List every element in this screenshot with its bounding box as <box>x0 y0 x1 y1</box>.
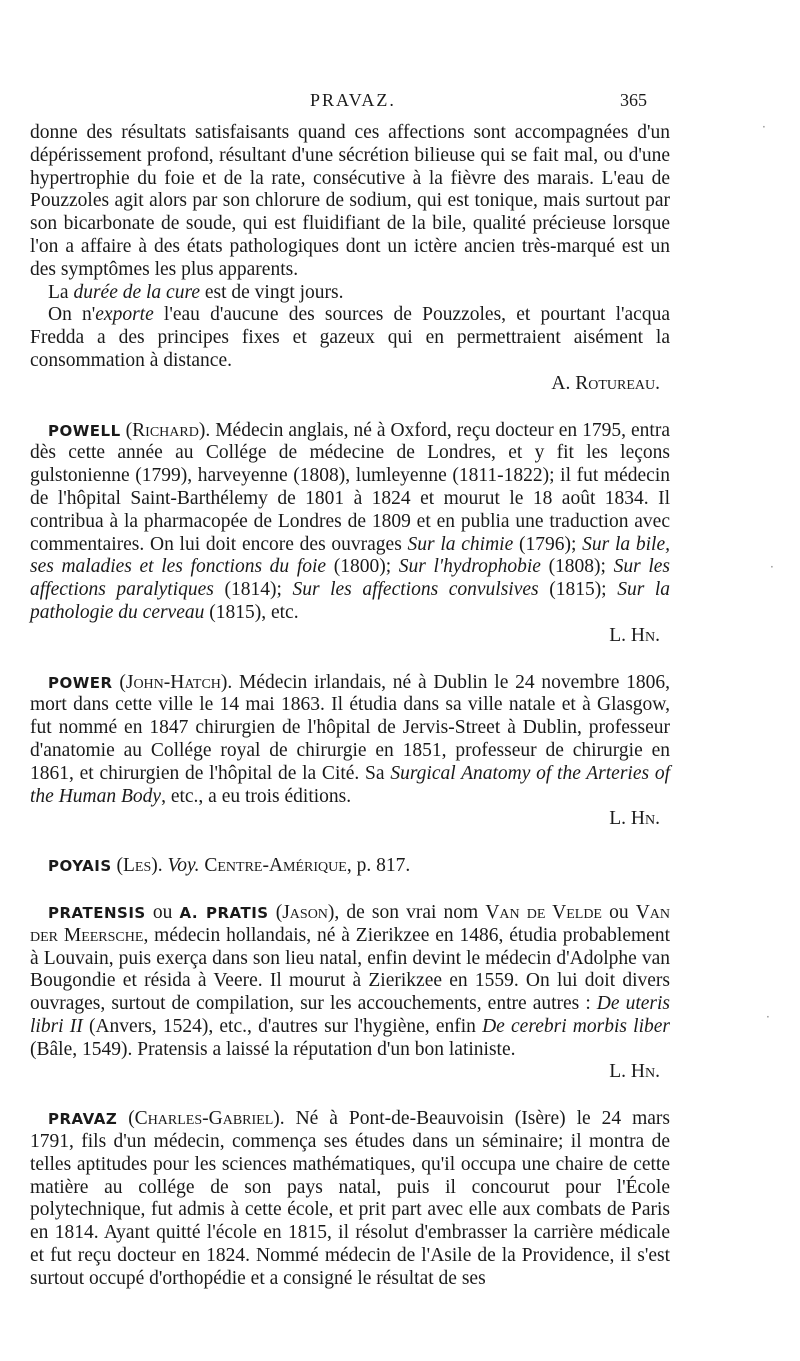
entry-gap <box>30 396 670 420</box>
italic-title: Voy. <box>167 855 200 877</box>
entry-powell <box>30 420 670 625</box>
article-text <box>30 122 670 1291</box>
margin-speck: · <box>762 120 766 134</box>
italic-title: Sur la bile, ses maladies et les fonctions du foie <box>30 533 670 578</box>
entry-body-text: (Anvers, 1524), etc., d'autres sur l'hygiène, enfin <box>82 1015 483 1037</box>
entry-forename: (Richard). <box>125 419 211 441</box>
entry-headword: POWELL <box>48 421 121 440</box>
entry-body-text: ou <box>602 901 636 923</box>
entry-forename: (Charles-Gabriel). <box>128 1108 285 1130</box>
small-caps-name: Van der Meersche <box>30 901 671 946</box>
running-title: PRAVAZ. <box>310 90 396 110</box>
entry-body-text: (1814); <box>213 579 293 601</box>
italic-title: De uteris libri II <box>30 993 671 1037</box>
italic-title: Sur l'hydrophobie <box>398 556 541 578</box>
italic-title: Sur les affections convulsives <box>292 579 539 601</box>
entry-body-text: (1796); <box>513 533 583 555</box>
entry-body-text: , médecin hollandais, né à Zierikzee en 1486, étudia probablement à Louvain, puis exerça dans son lieu natal, enfin devint le médecin d'Adolphe van Bougondie et résida à Veere. Il mourut à Zierikzee en 1559. On lui doit divers ouvrages, surtout de compilation, sur les accouchements, entre autres : <box>30 924 670 1015</box>
entry-headword: PRATENSIS <box>48 903 146 922</box>
signature-rotureau: A. Rotureau. <box>551 372 660 394</box>
export-paragraph: On n'exporte l'eau d'aucune des sources de Pouzzoles, et pourtant l'acqua Fredda a des principes fixes et gazeux qui en permettraient aisément la consommation à distance. <box>30 304 670 371</box>
entry-body-text: (1808); <box>540 556 614 578</box>
entry-body-text: ( <box>268 901 283 923</box>
entry-pravaz <box>30 1108 670 1290</box>
continuation-paragraph: donne des résultats satisfaisants quand ces affections sont accompagnées d'un dépérissement profond, résultant d'une sécrétion bilieuse qui se fait mal, ou d'une hypertrophie du foie et de la rate, consécutive à la fièvre des marais. L'eau de Pouzzoles agit alors par son chlorure de sodium, qui est tonique, mais surtout par son bicarbonate de soude, qui est fluidifiant de la bile, qualité précieuse lorsque l'on a affaire à des états pathologiques dont un ictère ancien très-marqué est un des symptômes les plus apparents. <box>30 122 670 280</box>
entry-forename: (Les). <box>116 855 163 877</box>
entry-headword: POYAIS <box>48 857 112 876</box>
entry-gap <box>30 648 670 672</box>
small-caps-name: Van de Velde <box>485 901 602 923</box>
italic-title: Sur la chimie <box>407 533 514 555</box>
entry-body-text: , p. 817. <box>346 855 411 877</box>
entry-body-text: , etc., a eu trois éditions. <box>161 785 352 807</box>
entry-body-text: (1800); <box>326 556 399 578</box>
small-caps-name: Jason <box>282 901 328 923</box>
entry-headword: PRAVAZ <box>48 1110 118 1129</box>
entry-pratensis <box>30 902 670 1062</box>
entry-body-text: (1815), etc. <box>204 601 299 623</box>
entry-gap <box>30 878 670 902</box>
entry-power <box>30 672 670 809</box>
margin-speck: · <box>770 560 774 574</box>
margin-speck: · <box>766 1010 770 1024</box>
cure-duration-paragraph: La durée de la cure est de vingt jours. <box>48 281 344 303</box>
running-header <box>0 90 800 120</box>
entry-gap <box>30 1084 670 1108</box>
italic-title: Sur les affections paralytiques <box>30 556 670 601</box>
page-number: 365 <box>620 90 647 110</box>
entry-signature: L. Hn. <box>609 624 660 646</box>
entry-body-text: ), de son vrai nom <box>327 901 486 923</box>
entry-body-text: Médecin anglais, né à Oxford, reçu docteur en 1795, entra dès cette année au Collége de médecine de Londres, et y fit les leçons gulstonienne (1799), harveyenne (1808), lumleyenne (1811-1822); il fut médecin de l'hôpital Saint-Barthélemy de 1801 à 1824 et mourut le 18 août 1834. Il contribua à la pharmacopée de Londres de 1809 et en publia une traduction avec commentaires. On lui doit encore des ouvrages <box>30 419 670 555</box>
entry-poyais <box>30 855 670 878</box>
entry-body-text: (1815); <box>538 579 618 601</box>
entry-signature: L. Hn. <box>609 1061 660 1083</box>
small-caps-name: Centre-Amérique <box>204 855 347 877</box>
entry-body-text: Médecin irlandais, né à Dublin le 24 novembre 1806, mort dans cette ville le 14 mai 1863. Il étudia dans sa ville natale et à Glasgow, fut nommé en 1847 chirurgien de l'hôpital de Jervis-Street à Dublin, professeur d'anatomie au Collége royal de chirurgie en 1851, professeur de chirurgie en 1861, et chirurgien de l'hôpital de la Cité. Sa <box>30 671 671 784</box>
dictionary-entries <box>30 396 670 1291</box>
italic-title: Surgical Anatomy of the Arteries of the Human Body <box>30 762 670 807</box>
alternate-headword: A. PRATIS <box>179 903 269 922</box>
entry-body-text: Né à Pont-de-Beauvoisin (Isère) le 24 mars 1791, fils d'un médecin, commença ses études dans un séminaire; il montra de telles aptitudes pour les sciences mathématiques, qu'il occupa une chaire de cette matière au collége de son pays natal, puis il concourut pour l'École polytechnique, fut admis à cette école, et prit part avec elle aux combats de Paris en 1814. Ayant quitté l'école en 1815, il résolut d'embrasser la carrière médicale et fut reçu docteur en 1824. Nommé médecin de l'Asile de la Providence, il s'est surtout occupé d'orthopédie et a consigné le résultat de ses <box>30 1108 671 1289</box>
entry-headword: POWER <box>48 673 113 692</box>
italic-title: Sur la pathologie du cerveau <box>30 579 671 623</box>
entry-body-text: ou <box>145 901 180 923</box>
entry-body-text: (Bâle, 1549). Pratensis a laissé la réputation d'un bon latiniste. <box>30 1038 516 1060</box>
entry-forename: (John-Hatch). <box>119 671 233 693</box>
entry-signature: L. Hn. <box>609 808 660 830</box>
entry-gap <box>30 831 670 855</box>
italic-title: De cerebri morbis liber <box>482 1015 670 1037</box>
